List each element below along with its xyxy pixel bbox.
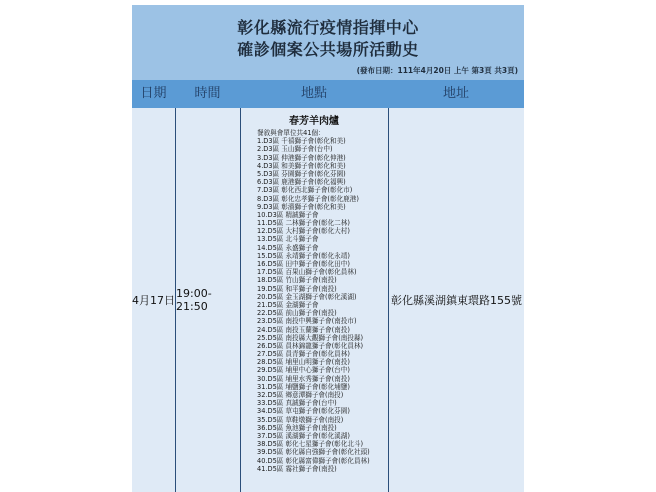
list-item: 5.D3區 芬園獅子會(彰化芬園) (257, 169, 346, 178)
list-item: 6.D3區 鹿港獅子會(彰化福興) (257, 178, 346, 187)
list-item: 23.D5區 南投中興獅子會(南投市) (257, 317, 357, 326)
list-item: 34.D5區 草屯獅子會(彰化芬園) (257, 407, 350, 416)
list-item: 38.D5區 彰化七星獅子會(彰化北斗) (257, 440, 364, 449)
place-name: 春芳羊肉爐 (289, 116, 339, 127)
header-place: 地點 (300, 86, 327, 101)
list-item: 36.D5區 魚池獅子會(南投) (257, 423, 337, 432)
list-item: 1.D3區 千禧獅子會(彰化和美) (257, 137, 346, 146)
list-item: 16.D5區 田中獅子會(彰化田中) (257, 260, 350, 268)
list-item: 8.D3區 彰化忠孝獅子會(彰化鹿港) (257, 194, 359, 203)
attendee-intro: 餐敘與會單位共41個： (257, 129, 325, 137)
cell-address (389, 108, 524, 492)
list-item: 12.D5區 大村獅子會(彰化大村) (257, 227, 350, 236)
activity-history-document (132, 5, 524, 492)
header-address: 地址 (442, 86, 469, 101)
list-item: 31.D5區 埔鹽獅子會(彰化埔鹽) (257, 382, 350, 391)
title-line-2: 確診個案公共場所活動史 (237, 40, 419, 59)
list-item: 24.D5區 南投玉蘭獅子會(南投) (257, 325, 350, 334)
list-item: 33.D5區 真誠獅子會(台中) (257, 399, 337, 408)
list-item: 11.D5區 二林獅子會(彰化二林) (257, 219, 350, 228)
list-item: 15.D5區 永靖獅子會(彰化永靖) (257, 251, 350, 260)
table-header (132, 80, 524, 108)
list-item: 39.D5區 彰化縣自強獅子會(彰化社頭) (257, 448, 370, 457)
title-band (132, 5, 524, 80)
list-item: 14.D5區 永盛獅子會 (257, 243, 319, 252)
cell-time (176, 108, 240, 492)
list-item: 19.D5區 和平獅子會(南投) (257, 284, 337, 293)
list-item: 13.D5區 北斗獅子會 (257, 235, 319, 244)
title-line-1: 彰化縣流行疫情指揮中心 (237, 18, 419, 37)
list-item: 2.D3區 玉山獅子會(台中) (257, 145, 333, 154)
list-item: 21.D5區 金湖獅子會 (257, 300, 319, 309)
list-item: 28.D5區 埔里山明獅子會(南投) (257, 358, 350, 367)
list-item: 4.D3區 和美獅子會(彰化和美) (257, 161, 346, 170)
list-item: 7.D3區 彰化西北獅子會(彰化市) (257, 186, 353, 195)
list-item: 18.D5區 竹山獅子會(南投) (257, 276, 337, 285)
header-time: 時間 (194, 86, 221, 101)
time-value: 19:00-21:50 (176, 287, 212, 313)
list-item: 37.D5區 溪湖獅子會(彰化溪湖) (257, 431, 350, 440)
list-item: 30.D5區 埔里水秀獅子會(南投) (257, 374, 350, 383)
list-item: 9.D3區 彰濱獅子會(彰化和美) (257, 202, 346, 211)
list-item: 22.D5區 前山獅子會(南投) (257, 309, 337, 318)
list-item: 26.D5區 員林錦龍獅子會(彰化員林) (257, 341, 364, 350)
list-item: 20.D5區 金玉湖獅子會(彰化溪湖) (257, 292, 357, 301)
list-item: 40.D5區 彰化縣富偉獅子會(彰化員林) (257, 456, 370, 465)
publish-info: (發布日期：111年4月20日 上午 第3頁 共3頁) (356, 66, 518, 75)
list-item: 29.D5區 埔里中心獅子會(台中) (257, 366, 350, 375)
list-item: 32.D5區 鄉意潭獅子會(南投) (257, 391, 344, 399)
list-item: 17.D5區 百果山獅子會(彰化員林) (257, 268, 357, 277)
list-item: 10.D3區 精誠獅子會 (257, 210, 319, 219)
attendee-list (257, 129, 370, 473)
address-value: 彰化縣溪湖鎮東環路155號 (391, 294, 522, 307)
table-row (132, 108, 524, 492)
list-item: 3.D3區 伸港獅子會(彰化伸港) (257, 153, 346, 162)
column-divider (240, 108, 241, 492)
list-item: 35.D5區 草鞋墩獅子會(南投) (257, 415, 344, 424)
date-value: 4月17日 (132, 294, 175, 307)
list-item: 25.D5區 南投縣大觀獅子會(南投縣) (257, 333, 364, 342)
header-date: 日期 (140, 86, 167, 101)
list-item: 27.D5區 員青獅子會(彰化員林) (257, 350, 350, 359)
cell-date (132, 108, 175, 492)
list-item: 41.D5區 霧社獅子會(南投) (257, 464, 337, 473)
